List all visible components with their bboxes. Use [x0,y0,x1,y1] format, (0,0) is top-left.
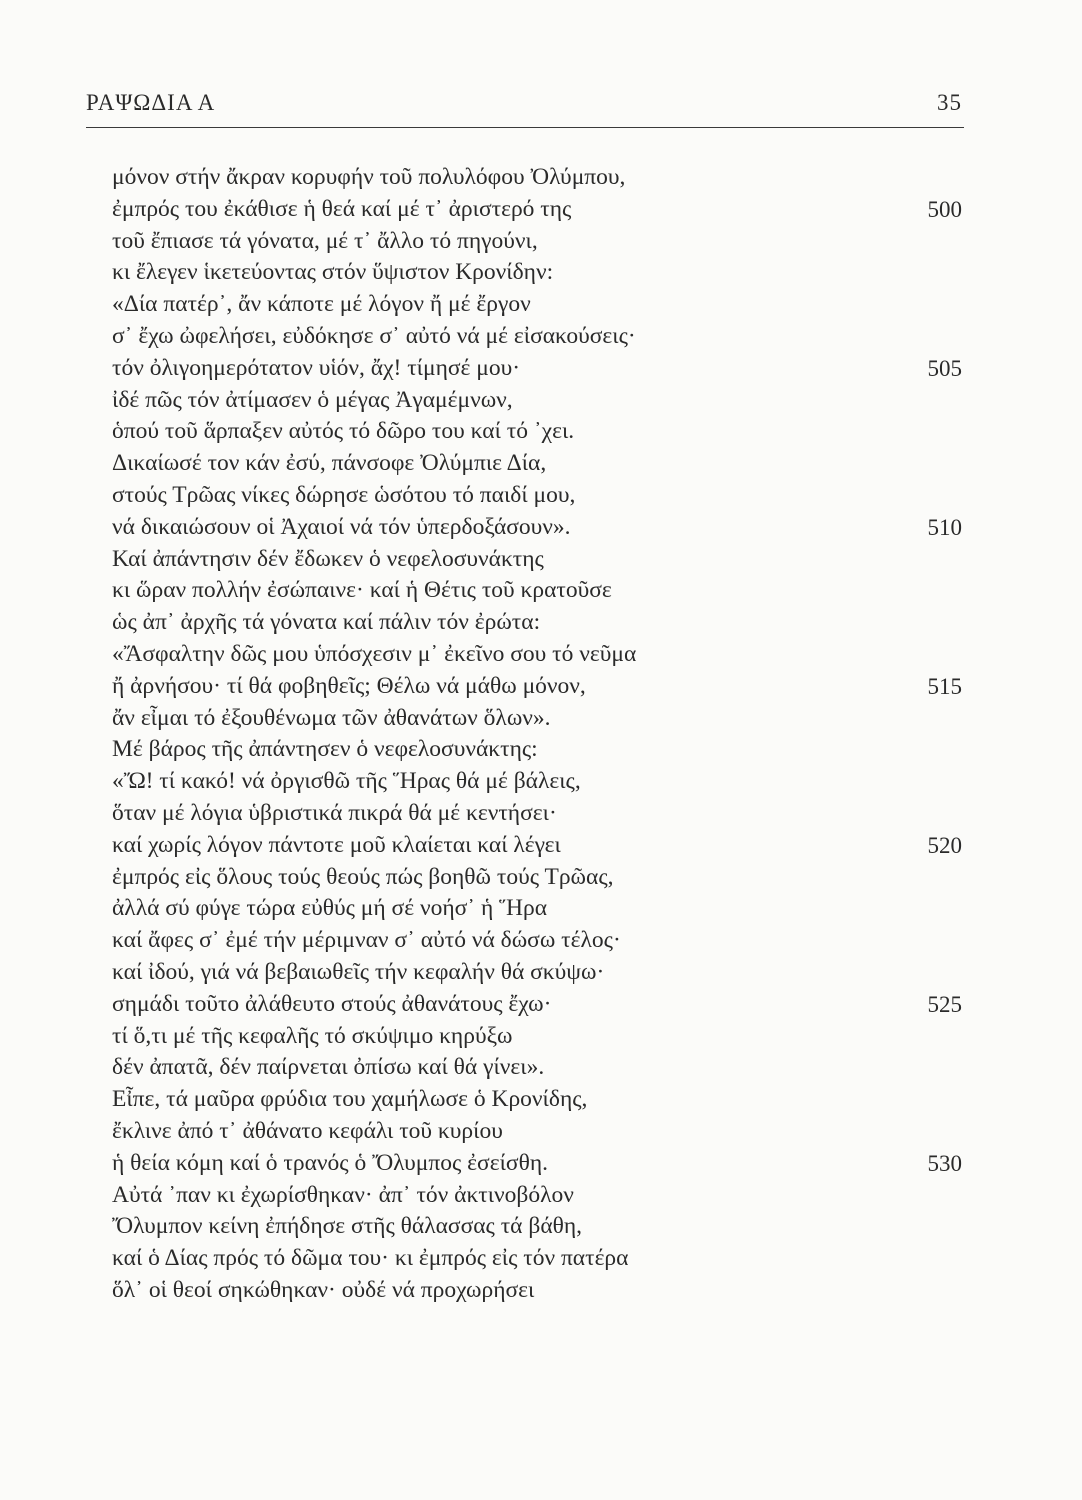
verse-text: σ᾽ ἔχω ὠφελήσει, εὐδόκησε σ᾽ αὐτό νά μέ εἰσακούσεις· [112,322,636,349]
verse-line [112,957,962,989]
verse-text: τί ὅ,τι μέ τῆς κεφαλῆς τό σκύψιμο κηρύξω [112,1022,513,1049]
verse-text: κι ἔλεγεν ἱκετεύοντας στόν ὕψιστον Κρονίδην: [112,259,554,286]
verse-line [112,734,962,766]
header-rule [86,127,964,128]
verse-text: «Δία πατέρ᾽, ἄν κάποτε μέ λόγον ἤ μέ ἔργον [112,291,531,318]
line-number: 530 [927,1150,962,1176]
verse-text: ἡ θεία κόμη καί ὁ τρανός ὁ Ὄλυμπος ἐσείσθη. [112,1149,549,1176]
verse-line [112,671,962,703]
running-head [86,90,962,124]
verse-line [112,1052,962,1084]
verse-line [112,703,962,735]
verse-line [112,321,962,353]
line-number: 500 [927,196,962,222]
verse-line [112,416,962,448]
verse-text: νά δικαιώσουν οἱ Ἀχαιοί νά τόν ὑπερδοξάσουν». [112,513,571,540]
verse-text: στούς Τρῶας νίκες δώρησε ὡσότου τό παιδί μου, [112,481,576,508]
verse-block [112,162,962,1307]
verse-text: Εἶπε, τά μαῦρα φρύδια του χαμήλωσε ὁ Κρονίδης, [112,1086,588,1113]
verse-text: κι ὥραν πολλήν ἐσώπαινε· καί ἡ Θέτις τοῦ κρατοῦσε [112,577,612,604]
verse-line [112,862,962,894]
verse-text: ὅλ᾽ οἱ θεοί σηκώθηκαν· οὐδέ νά προχωρήσει [112,1276,535,1303]
verse-text: καί ἰδού, γιά νά βεβαιωθεῖς τήν κεφαλήν θά σκύψω· [112,958,605,985]
verse-text: μόνον στήν ἄκραν κορυφήν τοῦ πολυλόφου Ὀλύμπου, [112,164,626,190]
verse-line [112,1275,962,1307]
verse-text: τόν ὀλιγοημερότατον υἱόν, ἄχ! τίμησέ μου· [112,354,521,381]
line-number: 515 [927,673,962,699]
verse-text: Καί ἀπάντησιν δέν ἔδωκεν ὁ νεφελοσυνάκτης [112,545,544,572]
verse-text: «Ὤ! τί κακό! νά ὀργισθῶ τῆς Ἥρας θά μέ βάλεις, [112,768,581,795]
verse-text: Ὄλυμπον κείνη ἐπήδησε στῆς θάλασσας τά βάθη, [112,1213,583,1240]
line-number: 510 [927,514,962,540]
verse-line [112,480,962,512]
verse-line [112,607,962,639]
line-number: 505 [927,355,962,381]
verse-text: ἰδέ πῶς τόν ἀτίμασεν ὁ μέγας Ἀγαμέμνων, [112,386,513,413]
verse-line [112,257,962,289]
verse-line [112,512,962,544]
verse-text: καί ὁ Δίας πρός τό δῶμα του· κι ἐμπρός εἰς τόν πατέρα [112,1245,629,1272]
verse-line [112,1180,962,1212]
verse-line [112,194,962,226]
verse-line [112,448,962,480]
verse-line [112,544,962,576]
verse-line [112,289,962,321]
verse-line [112,1084,962,1116]
verse-text: ἄν εἶμαι τό ἐξουθένωμα τῶν ἀθανάτων ὅλων». [112,704,551,731]
verse-line [112,353,962,385]
verse-line [112,1116,962,1148]
verse-text: ὡς ἀπ᾽ ἀρχῆς τά γόνατα καί πάλιν τόν ἐρώτα: [112,609,541,636]
verse-line [112,162,962,194]
verse-line [112,766,962,798]
verse-line [112,1148,962,1180]
verse-text: ἐμπρός εἰς ὅλους τούς θεούς πώς βοηθῶ τούς Τρῶας, [112,863,614,890]
verse-line [112,893,962,925]
verse-text: Δικαίωσέ τον κάν ἐσύ, πάνσοφε Ὀλύμπιε Δία, [112,450,547,477]
verse-text: καί χωρίς λόγον πάντοτε μοῦ κλαίεται καί λέγει [112,831,561,858]
verse-text: ἤ ἀρνήσου· τί θά φοβηθεῖς; Θέλω νά μάθω μόνον, [112,672,586,699]
verse-text: δέν ἀπατᾶ, δέν παίρνεται ὀπίσω καί θά γίνει». [112,1054,545,1081]
verse-line [112,925,962,957]
verse-line [112,385,962,417]
verse-text: ἐμπρός του ἐκάθισε ἡ θεά καί μέ τ᾽ ἀριστερό της [112,195,572,222]
verse-line [112,575,962,607]
verse-line [112,1243,962,1275]
verse-text: ὅταν μέ λόγια ὑβριστικά πικρά θά μέ κεντήσει· [112,799,557,826]
verse-text: ὁπού τοῦ ἅρπαξεν αὐτός τό δῶρο του καί τό ᾽χει. [112,418,575,445]
verse-text: σημάδι τοῦτο ἀλάθευτο στούς ἀθανάτους ἔχω· [112,990,552,1017]
verse-text: καί ἄφες σ᾽ ἐμέ τήν μέριμναν σ᾽ αὐτό νά δώσω τέλος· [112,927,621,954]
verse-line [112,1211,962,1243]
chapter-title: ΡΑΨΩΔΙΑ Α [86,90,216,115]
verse-line [112,830,962,862]
verse-line [112,639,962,671]
verse-text: ἔκλινε ἀπό τ᾽ ἀθάνατο κεφάλι τοῦ κυρίου [112,1117,503,1144]
verse-line [112,798,962,830]
verse-text: Μέ βάρος τῆς ἀπάντησεν ὁ νεφελοσυνάκτης: [112,736,538,763]
line-number: 520 [927,832,962,858]
verse-text: «Ἄσφαλτην δῶς μου ὑπόσχεσιν μ᾽ ἐκεῖνο σου τό νεῦμα [112,640,637,667]
verse-text: Αὐτά ᾽παν κι ἐχωρίσθηκαν· ἀπ᾽ τόν ἀκτινοβόλον [112,1181,574,1208]
verse-line [112,226,962,258]
verse-line [112,1021,962,1053]
line-number: 525 [927,991,962,1017]
page-number: 35 [937,90,962,115]
verse-text: ἀλλά σύ φύγε τώρα εὐθύς μή σέ νοήσ᾽ ἡ Ἥρα [112,895,548,922]
verse-line [112,989,962,1021]
verse-text: τοῦ ἔπιασε τά γόνατα, μέ τ᾽ ἄλλο τό πηγούνι, [112,227,538,254]
